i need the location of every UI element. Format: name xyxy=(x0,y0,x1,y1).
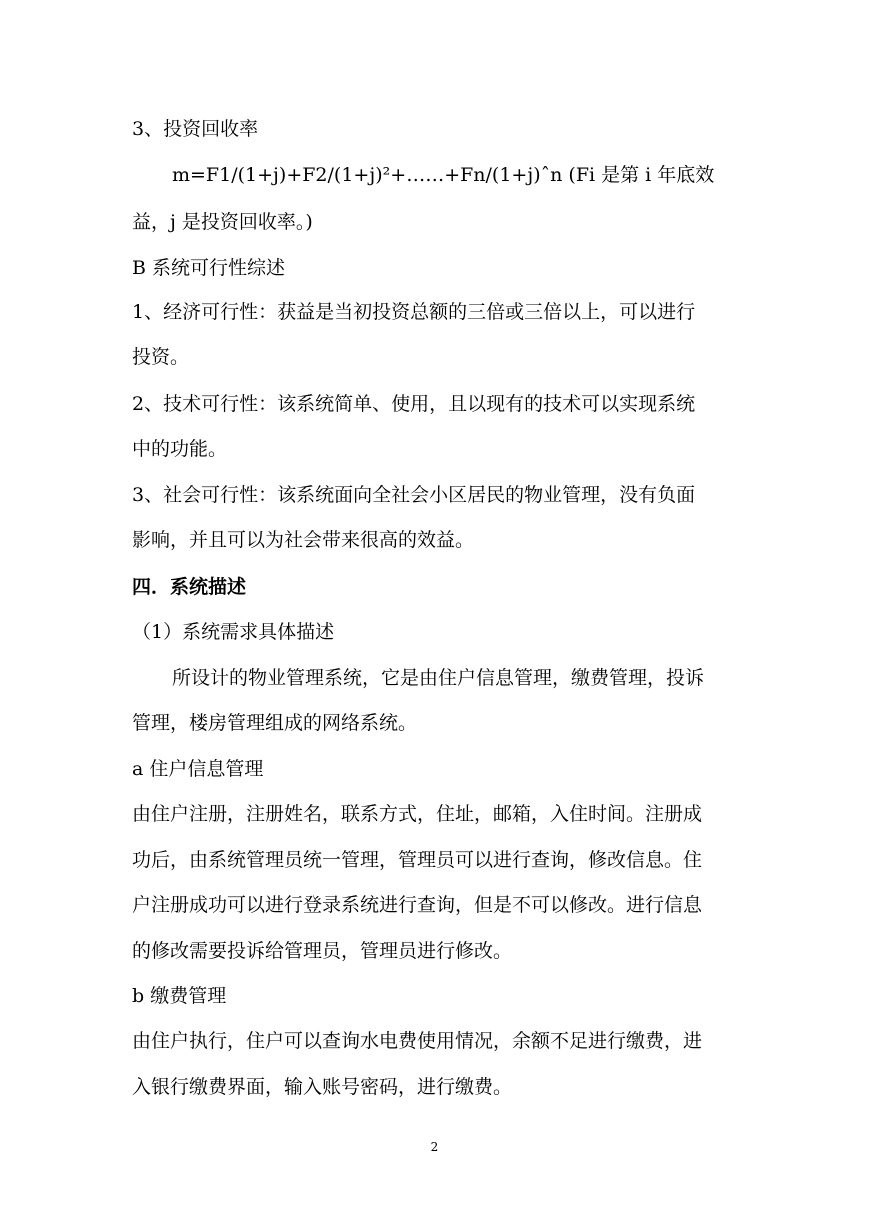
section-title-investment-return: 3、投资回收率 xyxy=(132,118,259,140)
technical-feasibility-line-2: 中的功能。 xyxy=(132,438,228,460)
subsection-title-resident-info: a 住户信息管理 xyxy=(132,758,264,780)
payment-line-1: 由住户执行，住户可以查询水电费使用情况，余额不足进行缴费，进 xyxy=(132,1030,703,1052)
payment-line-2: 入银行缴费界面，输入账号密码，进行缴费。 xyxy=(132,1076,513,1098)
resident-info-line-1: 由住户注册，注册姓名，联系方式，住址，邮箱，入住时间。注册成 xyxy=(132,803,703,825)
requirements-paragraph-line-2: 管理，楼房管理组成的网络系统。 xyxy=(132,712,418,734)
resident-info-line-3: 户注册成功可以进行登录系统进行查询，但是不可以修改。进行信息 xyxy=(132,894,703,916)
resident-info-line-2: 功后，由系统管理员统一管理，管理员可以进行查询，修改信息。住 xyxy=(132,849,703,871)
formula-note-line: 益，j 是投资回收率。) xyxy=(132,211,313,233)
page-number: 2 xyxy=(430,1140,439,1154)
technical-feasibility-line-1: 2、技术可行性：该系统简单、使用，且以现有的技术可以实现系统 xyxy=(132,393,696,415)
subsection-title-requirements: （1）系统需求具体描述 xyxy=(132,621,335,643)
section-title-feasibility-summary: B 系统可行性综述 xyxy=(132,257,286,279)
economic-feasibility-line-2: 投资。 xyxy=(132,346,190,368)
subsection-title-payment: b 缴费管理 xyxy=(132,985,227,1007)
requirements-paragraph-line-1: 所设计的物业管理系统，它是由住户信息管理，缴费管理，投诉 xyxy=(172,667,705,689)
resident-info-line-4: 的修改需要投诉给管理员，管理员进行修改。 xyxy=(132,940,513,962)
social-feasibility-line-1: 3、社会可行性：该系统面向全社会小区居民的物业管理，没有负面 xyxy=(132,484,696,506)
formula-line: m=F1/(1+j)+F2/(1+j)²+……+Fn/(1+j)ˆn (Fi 是第 i 年底效 xyxy=(172,164,715,186)
social-feasibility-line-2: 影响，并且可以为社会带来很高的效益。 xyxy=(132,529,475,551)
economic-feasibility-line-1: 1、经济可行性：获益是当初投资总额的三倍或三倍以上，可以进行 xyxy=(132,301,696,323)
section-heading-system-description: 四．系统描述 xyxy=(132,576,247,598)
